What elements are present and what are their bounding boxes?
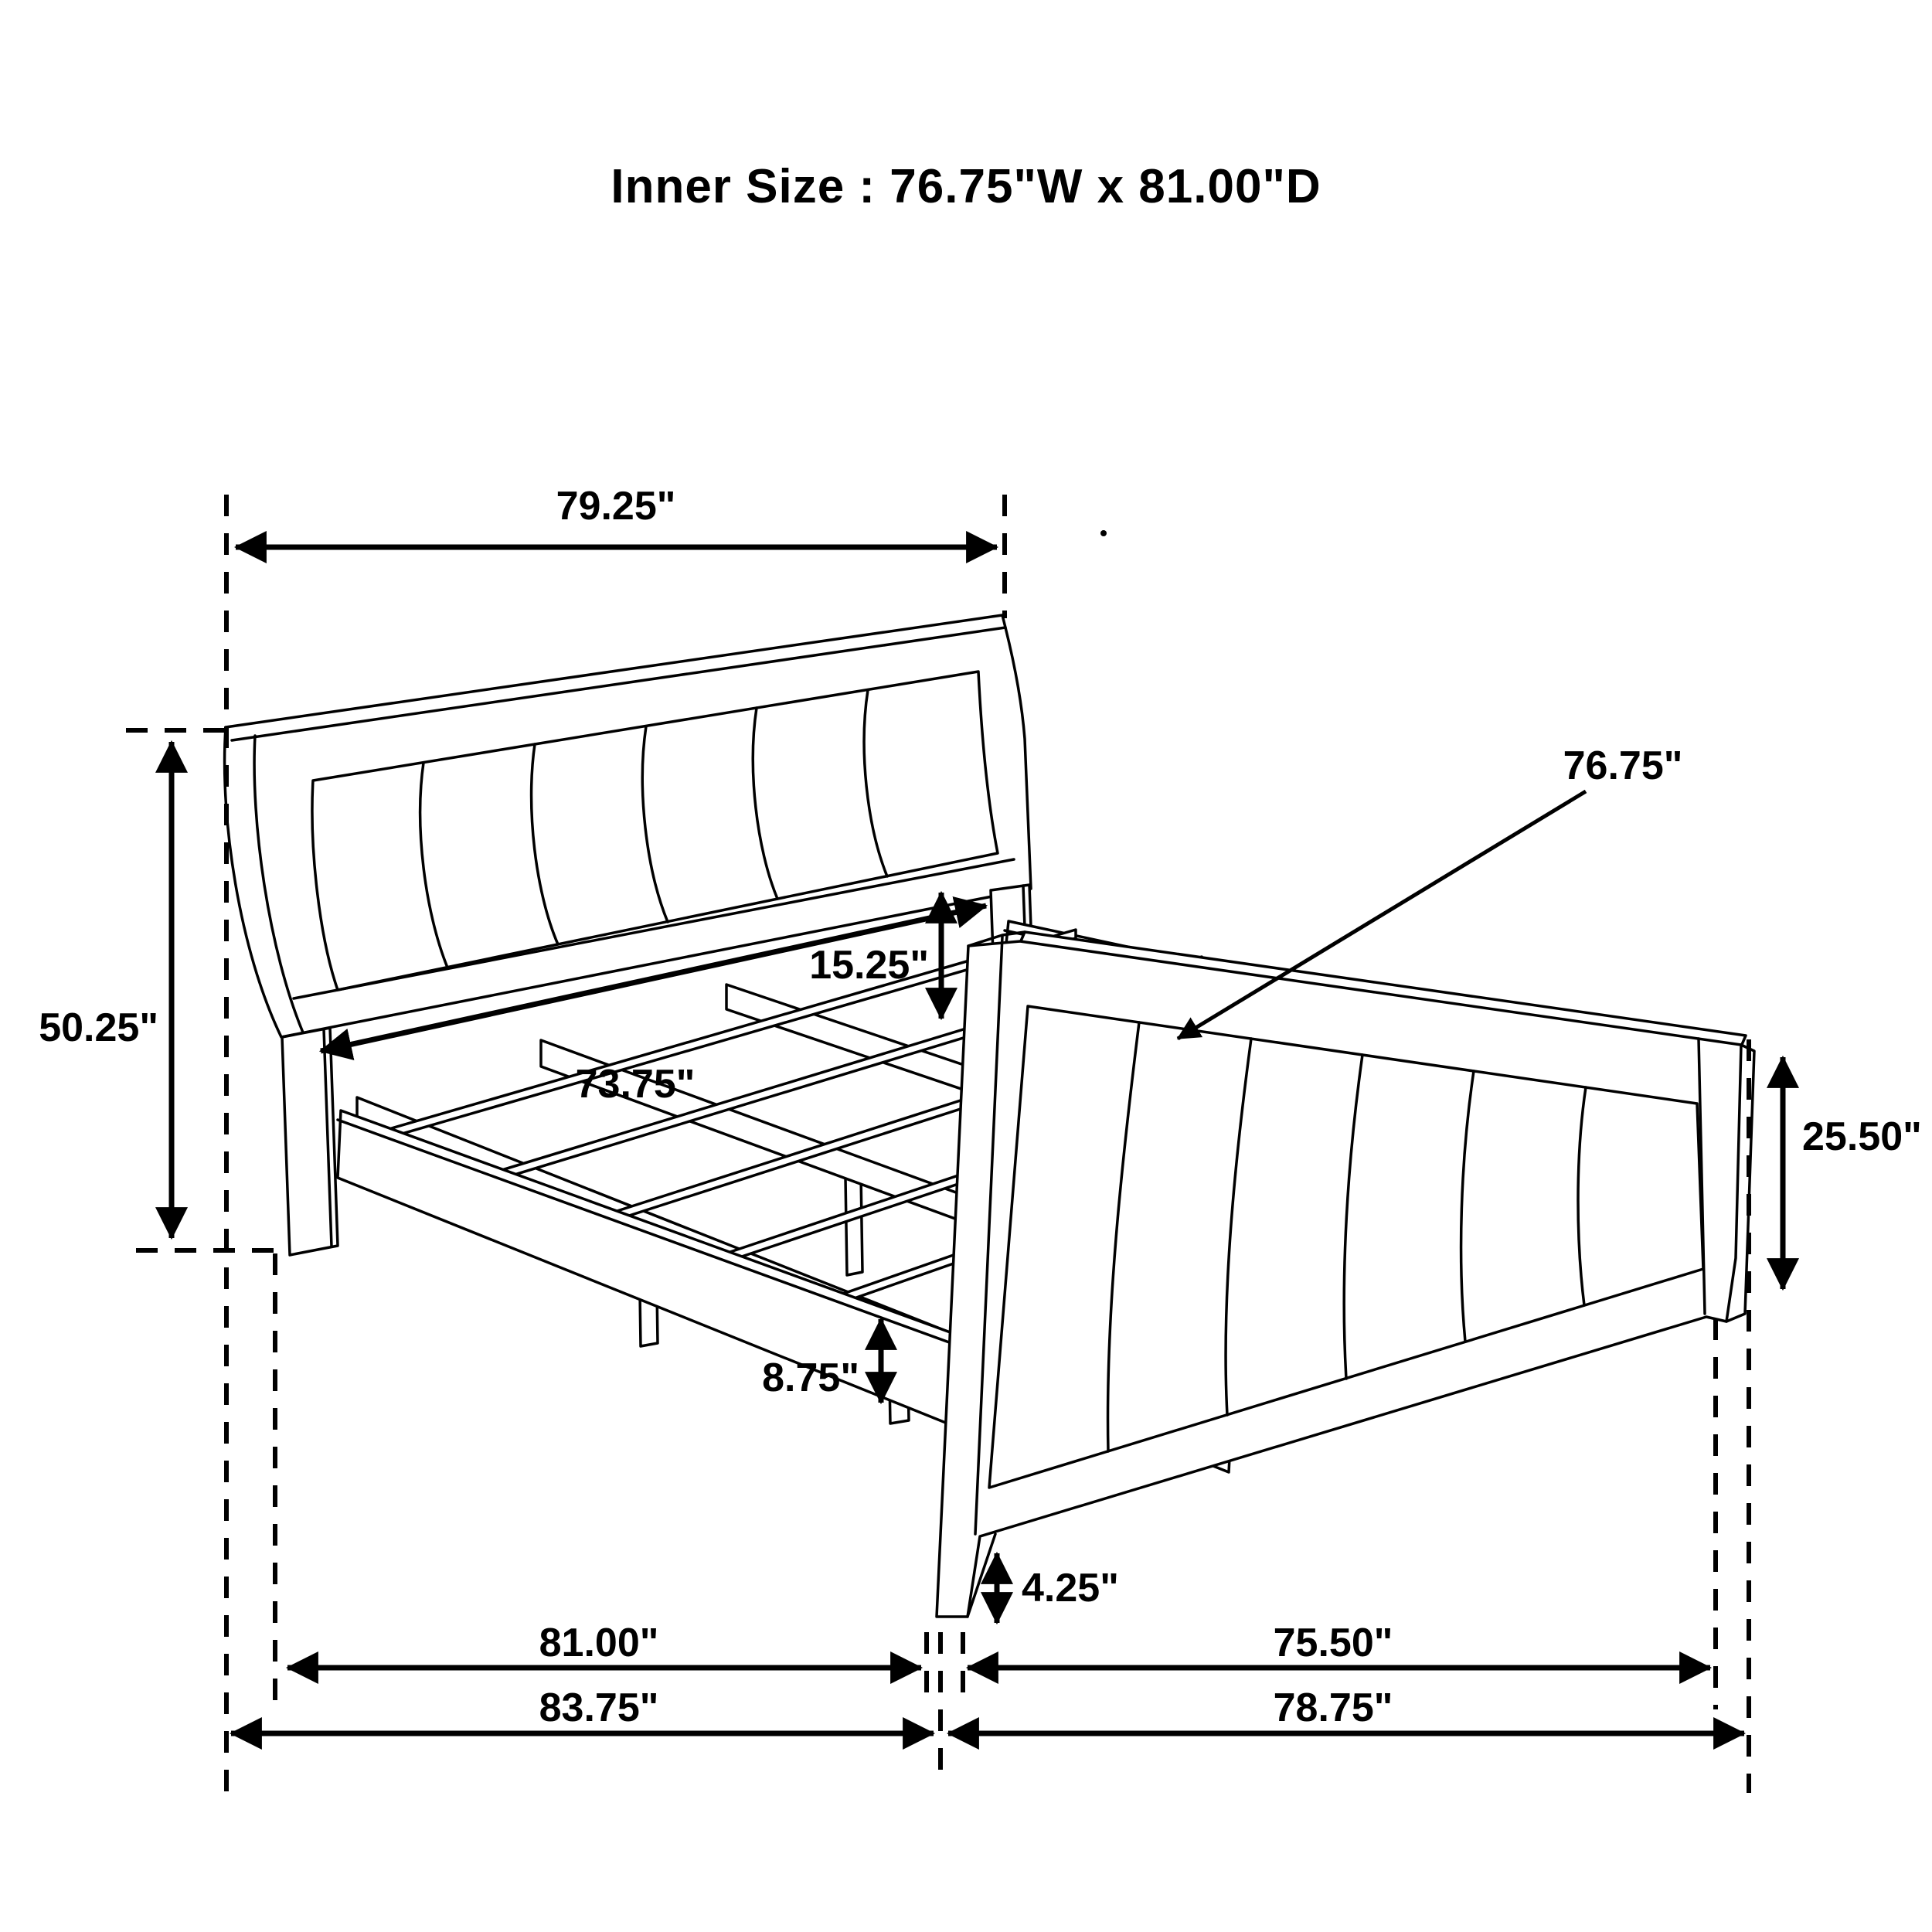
- dim-under-rail-clearance-label: 8.75": [762, 1355, 859, 1400]
- dim-headboard-height-label: 50.25": [39, 1005, 158, 1050]
- dim-headboard-panel-width-label: 73.75": [575, 1062, 696, 1107]
- dim-overall-depth: [231, 1685, 934, 1733]
- dim-footboard-height: [1783, 1057, 1922, 1289]
- dim-headboard-above-rail-label: 15.25": [809, 943, 929, 988]
- bed-drawing: [225, 615, 1754, 1617]
- dim-leg-height: [997, 1553, 1119, 1623]
- dim-leg-height-label: 4.25": [1022, 1566, 1119, 1611]
- dim-foot-overall-depth: [948, 1685, 1744, 1733]
- dim-headboard-width: [236, 484, 997, 547]
- dim-foot-inner-depth: [968, 1621, 1710, 1668]
- near-rail: [338, 1111, 971, 1433]
- dim-footboard-height-label: 25.50": [1802, 1114, 1922, 1159]
- dim-inner-depth: [287, 1621, 921, 1668]
- near-side-rail: [338, 1111, 971, 1433]
- support-leg: [845, 1175, 862, 1275]
- dim-headboard-width-label: 79.25": [556, 484, 676, 529]
- dim-foot-inner-depth-label: 75.50": [1273, 1621, 1393, 1665]
- dim-overall-depth-label: 83.75": [539, 1685, 659, 1730]
- dim-slat-length-label: 76.75": [1563, 743, 1683, 788]
- dim-headboard-height: [39, 742, 172, 1238]
- stray-dot: [1100, 530, 1107, 536]
- page-title: Inner Size : 76.75"W x 81.00"D: [611, 160, 1321, 213]
- dim-foot-overall-depth-label: 78.75": [1273, 1685, 1393, 1730]
- footboard: [937, 932, 1754, 1617]
- footboard-slab: [937, 941, 1741, 1617]
- dim-inner-depth-label: 81.00": [539, 1621, 659, 1665]
